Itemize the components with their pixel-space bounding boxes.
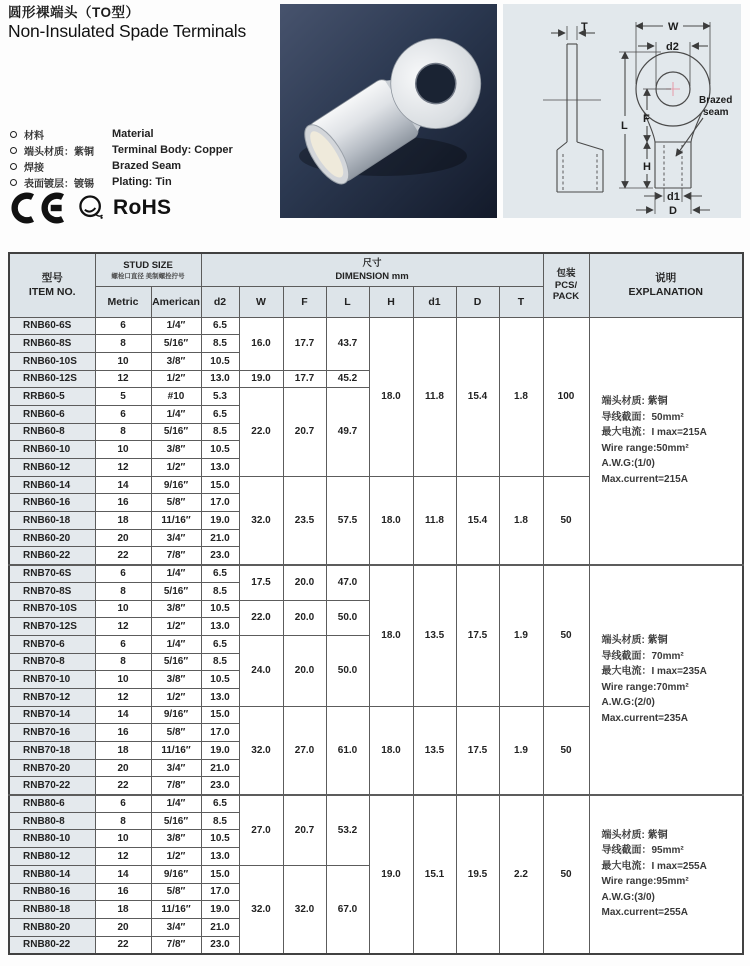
item-no-cell: RNB70-18 [9,742,95,760]
explanation-line: Max.current=255A [601,907,688,919]
metric-cell: 6 [95,635,151,653]
american-cell: 7/8″ [151,547,201,565]
d2-cell: 10.5 [201,441,239,459]
american-cell: 9/16″ [151,476,201,494]
d2-cell: 17.0 [201,494,239,512]
metric-cell: 6 [95,317,151,335]
w-cell: 32.0 [239,706,283,794]
item-no-cell: RNB70-12 [9,688,95,706]
metric-cell: 14 [95,865,151,883]
header-d1: d1 [413,286,456,317]
american-cell: 9/16″ [151,865,201,883]
american-cell: 3/8″ [151,600,201,618]
h-cell: 18.0 [369,476,413,564]
item-no-cell: RNB80-8 [9,812,95,830]
table-row [9,317,743,335]
d2-cell: 6.5 [201,635,239,653]
t-cell: 2.2 [499,795,543,954]
american-cell: 1/2″ [151,688,201,706]
material-label-zh: 表面镀层：镀锡 [24,178,94,190]
explanation-line: Wire range:95mm² [601,876,689,888]
spec-table-section [8,252,742,955]
f-cell: 17.7 [283,370,326,388]
metric-cell: 14 [95,476,151,494]
bullet-icon [10,163,17,170]
f-cell: 20.0 [283,565,326,600]
d2-cell: 15.0 [201,706,239,724]
explanation-line: 导线截面：70mm² [601,650,684,662]
material-label-zh: 端头材质：紫铜 [24,146,94,158]
metric-cell: 18 [95,901,151,919]
material-label-en: Brazed Seam [112,160,182,172]
w-cell: 19.0 [239,370,283,388]
top-section [0,0,750,250]
american-cell: 5/16″ [151,653,201,671]
metric-cell: 16 [95,724,151,742]
metric-cell: 12 [95,848,151,866]
dimension-diagram [503,4,741,218]
dim-label-d: D [669,205,677,217]
f-cell: 27.0 [283,706,326,794]
american-cell: 1/4″ [151,317,201,335]
dim-label-t: T [581,21,588,33]
l-cell: 53.2 [326,795,369,866]
pack-cell: 50 [543,706,589,794]
d2-cell: 15.0 [201,865,239,883]
d1-cell: 11.8 [413,317,456,476]
d2-cell: 15.0 [201,476,239,494]
d2-cell: 19.0 [201,512,239,530]
american-cell: 1/4″ [151,795,201,813]
d2-cell: 8.5 [201,812,239,830]
item-no-cell: RNB60-12S [9,370,95,388]
american-cell: 1/2″ [151,618,201,636]
header-t: T [499,286,543,317]
l-cell: 49.7 [326,388,369,476]
header-h: H [369,286,413,317]
d2-cell: 23.0 [201,936,239,954]
dim-label-f: F [643,113,650,125]
american-cell: 1/4″ [151,565,201,583]
item-no-cell: RNB70-16 [9,724,95,742]
d-cell: 15.4 [456,317,499,476]
item-no-cell: RNB80-14 [9,865,95,883]
t-cell: 1.9 [499,565,543,707]
w-cell: 17.5 [239,565,283,600]
item-no-cell: RNB80-10 [9,830,95,848]
f-cell: 20.7 [283,795,326,866]
certification-logos [8,190,171,226]
l-cell: 45.2 [326,370,369,388]
american-cell: 7/8″ [151,777,201,795]
f-cell: 17.7 [283,317,326,370]
l-cell: 50.0 [326,600,369,635]
item-no-cell: RNB70-10 [9,671,95,689]
item-no-cell: RNB60-14 [9,476,95,494]
item-no-cell: RNB80-22 [9,936,95,954]
header-d2: d2 [201,286,239,317]
f-cell: 20.7 [283,388,326,476]
header-american: American [151,286,201,317]
d2-cell: 13.0 [201,459,239,477]
explanation-cell [589,565,743,795]
explanation-line: Wire range:50mm² [601,442,689,454]
d2-cell: 8.5 [201,335,239,353]
pack-cell: 100 [543,317,589,476]
metric-cell: 22 [95,777,151,795]
item-no-cell: RNB60-18 [9,512,95,530]
metric-cell: 14 [95,706,151,724]
d2-cell: 19.0 [201,901,239,919]
item-no-cell: RNB80-16 [9,883,95,901]
item-no-cell: RNB60-6S [9,317,95,335]
header-item-en: ITEM NO. [28,286,76,299]
d1-cell: 13.5 [413,706,456,794]
american-cell: 3/8″ [151,830,201,848]
d1-cell: 15.1 [413,795,456,954]
t-cell: 1.9 [499,706,543,794]
brazed-seam-label: seam [703,107,729,118]
w-cell: 22.0 [239,388,283,476]
explanation-line: 最大电流：I max=255A [601,860,707,872]
metric-cell: 10 [95,671,151,689]
l-cell: 47.0 [326,565,369,600]
spec-table-header [9,253,743,317]
d-cell: 19.5 [456,795,499,954]
l-cell: 43.7 [326,317,369,370]
metric-cell: 10 [95,830,151,848]
american-cell: 5/16″ [151,335,201,353]
american-cell: 3/4″ [151,918,201,936]
metric-cell: 8 [95,812,151,830]
american-cell: 9/16″ [151,706,201,724]
metric-cell: 12 [95,688,151,706]
explanation-line: 最大电流：I max=235A [601,666,707,678]
metric-cell: 16 [95,883,151,901]
header-item-zh: 型号 [41,272,63,285]
explanation-line: Max.current=235A [601,712,688,724]
material-label-en: Plating: Tin [112,176,172,188]
american-cell: 1/4″ [151,405,201,423]
d2-cell: 8.5 [201,653,239,671]
american-cell: 1/4″ [151,635,201,653]
american-cell: 1/2″ [151,370,201,388]
metric-cell: 18 [95,742,151,760]
metric-cell: 20 [95,918,151,936]
rohs-label: RoHS [113,196,172,219]
table-row [9,565,743,583]
bullet-icon [10,179,17,186]
f-cell: 32.0 [283,865,326,953]
item-no-cell: RNB70-6S [9,565,95,583]
metric-cell: 8 [95,423,151,441]
h-cell: 18.0 [369,565,413,707]
d1-cell: 13.5 [413,565,456,707]
f-cell: 20.0 [283,635,326,706]
american-cell: 5/16″ [151,812,201,830]
american-cell: 5/8″ [151,724,201,742]
d2-cell: 19.0 [201,742,239,760]
american-cell: #10 [151,388,201,406]
material-row [10,126,233,142]
brazed-seam-label: Brazed [699,95,733,106]
d2-cell: 21.0 [201,918,239,936]
d2-cell: 10.5 [201,600,239,618]
metric-cell: 6 [95,795,151,813]
american-cell: 5/8″ [151,883,201,901]
material-label-en: Material [112,128,154,140]
metric-cell: 20 [95,529,151,547]
bullet-icon [10,131,17,138]
item-no-cell: RNB80-6 [9,795,95,813]
h-cell: 19.0 [369,795,413,954]
header-metric: Metric [95,286,151,317]
item-no-cell: RNB70-10S [9,600,95,618]
item-no-cell: RNB80-12 [9,848,95,866]
d2-cell: 13.0 [201,688,239,706]
material-label-en: Terminal Body: Copper [112,144,233,156]
d2-cell: 23.0 [201,547,239,565]
item-no-cell: RNB60-6 [9,405,95,423]
explanation-line: 端头材质: 紫铜 [601,829,668,841]
ce-mark-icon [8,192,68,224]
d2-cell: 10.5 [201,352,239,370]
american-cell: 11/16″ [151,901,201,919]
h-cell: 18.0 [369,706,413,794]
explanation-line: 端头材质: 紫铜 [601,635,668,647]
d1-cell: 11.8 [413,476,456,564]
item-no-cell: RNB80-20 [9,918,95,936]
explanation-cell [589,317,743,565]
material-row [10,142,233,158]
d2-cell: 8.5 [201,423,239,441]
spec-table [8,252,744,955]
page-title [8,5,246,41]
t-cell: 1.8 [499,476,543,564]
d2-cell: 23.0 [201,777,239,795]
header-item-no [9,253,95,317]
item-no-cell: RNB70-12S [9,618,95,636]
d2-cell: 8.5 [201,582,239,600]
d2-cell: 5.3 [201,388,239,406]
d2-cell: 13.0 [201,618,239,636]
item-no-cell: RRB60-5 [9,388,95,406]
d-cell: 15.4 [456,476,499,564]
american-cell: 3/8″ [151,441,201,459]
explanation-line: Wire range:70mm² [601,681,689,693]
d-cell: 17.5 [456,565,499,707]
american-cell: 11/16″ [151,742,201,760]
metric-cell: 12 [95,618,151,636]
american-cell: 3/4″ [151,529,201,547]
t-cell: 1.8 [499,317,543,476]
explanation-line: 导线截面：95mm² [601,845,684,857]
item-no-cell: RNB70-8S [9,582,95,600]
american-cell: 3/8″ [151,352,201,370]
item-no-cell: RNB60-16 [9,494,95,512]
item-no-cell: RNB70-14 [9,706,95,724]
material-row [10,174,233,190]
item-no-cell: RNB70-6 [9,635,95,653]
bullet-icon [10,147,17,154]
d-cell: 17.5 [456,706,499,794]
explanation-line: A.W.G:(1/0) [601,458,655,470]
header-d: D [456,286,499,317]
material-list [10,126,233,190]
header-f: F [283,286,326,317]
pack-cell: 50 [543,565,589,707]
explanation-line: 导线截面：50mm² [601,411,684,423]
american-cell: 5/8″ [151,494,201,512]
ring-terminal-photo-image [280,4,497,218]
d2-cell: 6.5 [201,317,239,335]
item-no-cell: RNB70-22 [9,777,95,795]
w-cell: 16.0 [239,317,283,370]
dim-label-l: L [621,120,628,132]
metric-cell: 20 [95,759,151,777]
d2-cell: 17.0 [201,724,239,742]
material-label-zh: 材料 [24,130,44,142]
w-cell: 32.0 [239,865,283,953]
header-explanation: 说明 EXPLANATION [589,253,743,317]
d2-cell: 6.5 [201,405,239,423]
explanation-line: A.W.G:(3/0) [601,891,655,903]
table-row [9,795,743,813]
l-cell: 50.0 [326,635,369,706]
w-cell: 24.0 [239,635,283,706]
l-cell: 57.5 [326,476,369,564]
explanation-cell [589,795,743,954]
d2-cell: 21.0 [201,759,239,777]
dim-label-w: W [668,21,679,33]
item-no-cell: RNB70-8 [9,653,95,671]
title-chinese: 圆形裸端头（TO型） [8,5,140,20]
f-cell: 23.5 [283,476,326,564]
w-cell: 27.0 [239,795,283,866]
w-cell: 32.0 [239,476,283,564]
title-english: Non-Insulated Spade Terminals [8,20,247,41]
explanation-line: 端头材质: 紫铜 [601,396,668,408]
metric-cell: 5 [95,388,151,406]
metric-cell: 10 [95,352,151,370]
item-no-cell: RNB80-18 [9,901,95,919]
d2-cell: 21.0 [201,529,239,547]
american-cell: 3/4″ [151,759,201,777]
d2-cell: 13.0 [201,370,239,388]
metric-cell: 22 [95,547,151,565]
explanation-line: Max.current=215A [601,473,688,485]
dim-label-d1: d1 [667,191,680,203]
dim-label-d2: d2 [666,41,679,53]
metric-cell: 8 [95,653,151,671]
item-no-cell: RNB60-12 [9,459,95,477]
d2-cell: 10.5 [201,671,239,689]
american-cell: 5/16″ [151,582,201,600]
d2-cell: 6.5 [201,795,239,813]
header-w: W [239,286,283,317]
american-cell: 1/2″ [151,848,201,866]
dim-label-h: H [643,161,651,173]
f-cell: 20.0 [283,600,326,635]
item-no-cell: RNB60-22 [9,547,95,565]
d2-cell: 10.5 [201,830,239,848]
american-cell: 11/16″ [151,512,201,530]
metric-cell: 18 [95,512,151,530]
header-pack: 包装 PCS/ PACK [543,253,589,317]
american-cell: 3/8″ [151,671,201,689]
item-no-cell: RNB70-20 [9,759,95,777]
metric-cell: 12 [95,459,151,477]
american-cell: 5/16″ [151,423,201,441]
metric-cell: 6 [95,405,151,423]
metric-cell: 10 [95,441,151,459]
american-cell: 7/8″ [151,936,201,954]
explanation-line: 最大电流：I max=215A [601,427,707,439]
metric-cell: 16 [95,494,151,512]
metric-cell: 22 [95,936,151,954]
h-cell: 18.0 [369,317,413,476]
spec-table-body [9,317,743,954]
product-photo [280,4,497,218]
l-cell: 67.0 [326,865,369,953]
metric-cell: 12 [95,370,151,388]
pack-cell: 50 [543,476,589,564]
item-no-cell: RNB60-8S [9,335,95,353]
header-dimension: 尺寸 DIMENSION mm [201,253,543,286]
item-no-cell: RNB60-8 [9,423,95,441]
metric-cell: 10 [95,600,151,618]
explanation-line: A.W.G:(2/0) [601,697,655,709]
l-cell: 61.0 [326,706,369,794]
metric-cell: 8 [95,582,151,600]
d2-cell: 6.5 [201,565,239,583]
cert-logo-icon [76,191,106,225]
item-no-cell: RNB60-20 [9,529,95,547]
pack-cell: 50 [543,795,589,954]
header-stud-size: STUD SIZE 螺栓口直径 美制螺拴拧号 [95,253,201,286]
item-no-cell: RNB60-10 [9,441,95,459]
metric-cell: 8 [95,335,151,353]
material-row [10,158,233,174]
material-label-zh: 焊接 [24,162,44,174]
american-cell: 1/2″ [151,459,201,477]
item-no-cell: RNB60-10S [9,352,95,370]
dimension-diagram-image [503,4,741,218]
header-l: L [326,286,369,317]
metric-cell: 6 [95,565,151,583]
d2-cell: 17.0 [201,883,239,901]
w-cell: 22.0 [239,600,283,635]
d2-cell: 13.0 [201,848,239,866]
